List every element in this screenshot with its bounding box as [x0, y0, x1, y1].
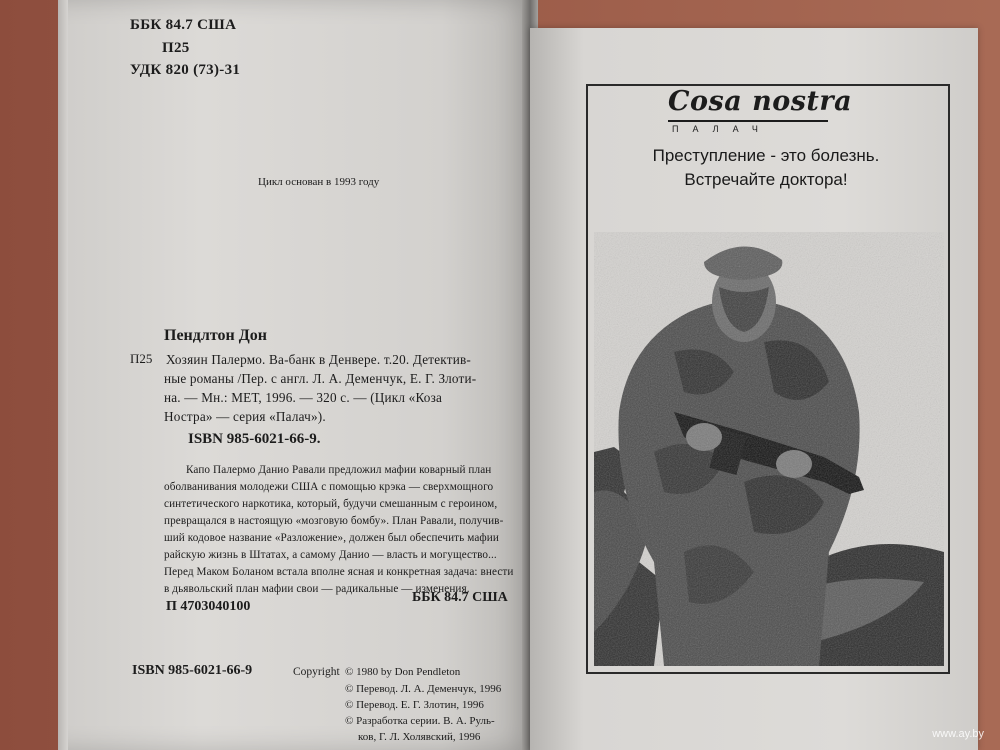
series-note: Цикл основан в 1993 году — [258, 176, 380, 188]
bibliography-line: Хозяин Палермо. Ва-банк в Денвере. т.20. Детектив- — [166, 352, 471, 367]
annotation-line: превращался в настоящую «мозговую бомбу». План Равали, получив- — [164, 515, 504, 527]
bbk-code: ББК 84.7 США — [130, 17, 237, 33]
bbk-code-bottom: ББК 84.7 США — [412, 590, 508, 605]
annotation-line: райскую жизнь в Штатах, а самому Данио — власть и могущество... — [164, 549, 497, 561]
author-name: Пендлтон Дон — [164, 327, 267, 344]
side-code: П25 — [130, 351, 153, 366]
copyright-line: © 1980 by Don Pendleton — [345, 666, 461, 678]
soldier-illustration — [594, 232, 944, 666]
watermark: www.ay.by — [932, 728, 984, 740]
annotation-line: ший кодовое название «Разложение», должен был обеспечить мафии — [164, 532, 499, 544]
copyright-line: ков, Г. Л. Холявский, 1996 — [358, 731, 481, 743]
publisher-code: П 4703040100 — [166, 599, 251, 614]
annotation-line: оболванивания молодежи США с помощью крэка — сверхмощного — [164, 481, 494, 493]
bibliography-line: ные романы /Пер. с англ. Л. А. Деменчук, Е. Г. Злоти- — [164, 371, 477, 386]
tagline-line: Встречайте доктора! — [684, 170, 848, 189]
annotation-line: Капо Палермо Данио Равали предложил мафии коварный план — [186, 464, 492, 476]
copyright-label: Copyright — [293, 666, 340, 678]
copyright-line: © Перевод. Л. А. Деменчук, 1996 — [345, 683, 502, 695]
left-page-edge — [58, 0, 68, 750]
copyright-line: © Разработка серии. В. А. Руль- — [345, 715, 495, 727]
isbn-bottom: ISBN 985-6021-66-9 — [132, 663, 253, 678]
udk-code: УДК 820 (73)-31 — [130, 62, 241, 78]
annotation-line: в дьявольский план мафии свои — радикальные — изменения. — [164, 583, 470, 595]
annotation-line: синтетического наркотика, который, будучи смешанным с героином, — [164, 498, 498, 510]
logo-underline — [668, 120, 828, 122]
copyright-line: © Перевод. Е. Г. Злотин, 1996 — [345, 699, 484, 711]
series-logo-title: Cosa nostra — [668, 86, 853, 117]
bibliography-line: Ностра» — серия «Палач»). — [164, 409, 326, 424]
isbn-main: ISBN 985-6021-66-9. — [188, 431, 321, 447]
bibliography-line: на. — Мн.: МЕТ, 1996. — 320 с. — (Цикл «Коза — [164, 390, 443, 405]
author-mark: П25 — [162, 40, 190, 56]
tagline-line: Преступление - это болезнь. — [652, 146, 880, 165]
series-logo-subtitle: ПАЛАЧ — [672, 124, 772, 134]
annotation-line: Перед Маком Боланом встала вполне ясная и конкретная задача: внести — [164, 566, 514, 578]
